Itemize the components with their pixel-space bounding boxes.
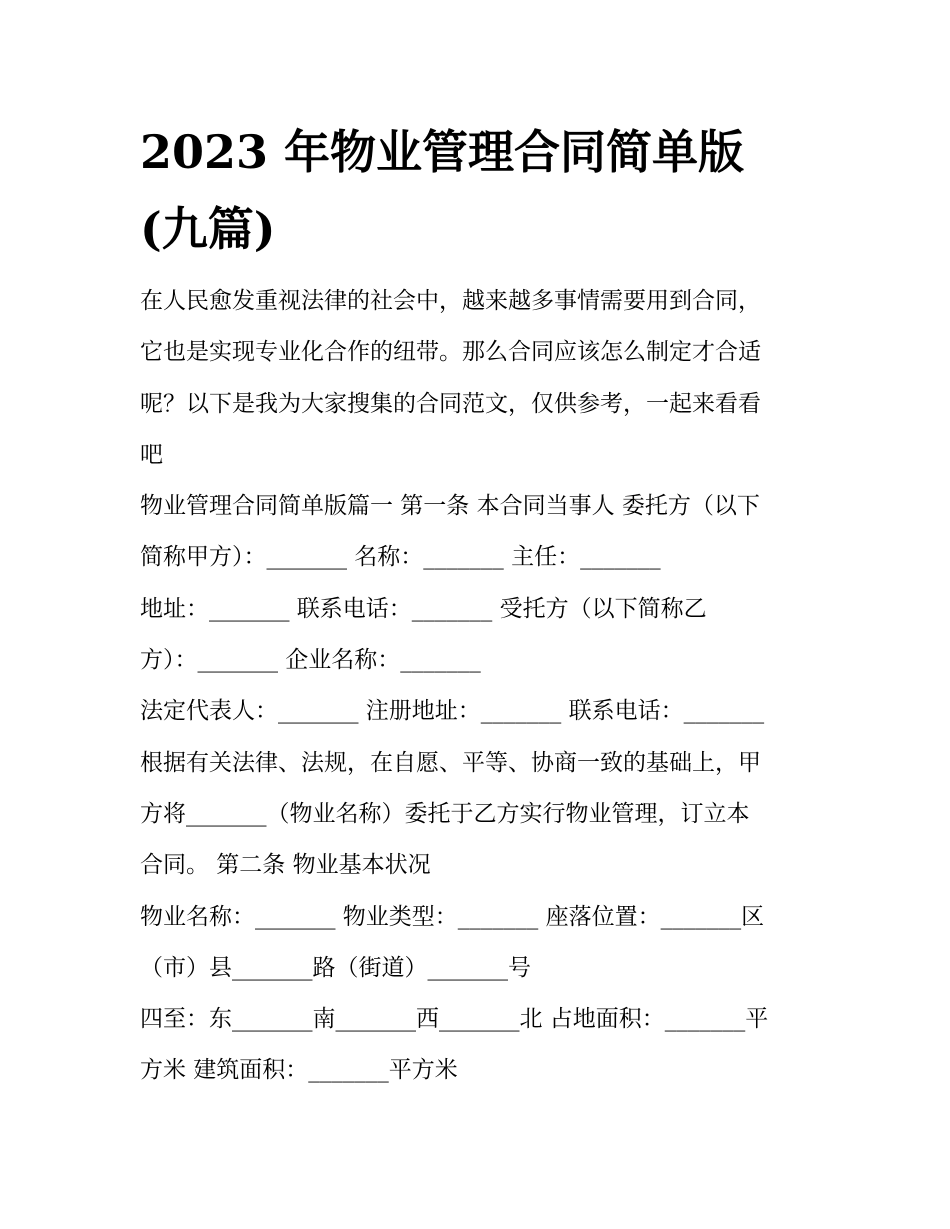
contract-line: 方）：_______ 企业名称：_______: [140, 647, 481, 674]
document-title: [140, 114, 820, 268]
contract-line: 法定代表人：_______ 注册地址：_______ 联系电话：_______: [140, 698, 765, 725]
document-body: [140, 276, 815, 1097]
intro-line: 呢？以下是我为大家搜集的合同范文，仅供参考，一起来看看: [140, 390, 761, 417]
contract-line: 地址：_______ 联系电话：_______ 受托方（以下简称乙: [140, 595, 707, 622]
contract-line: 简称甲方）：_______ 名称：_______ 主任：_______: [140, 544, 661, 571]
contract-line: 物业名称：_______ 物业类型：_______ 座落位置：_______区: [140, 903, 765, 930]
contract-line: 合同。 第二条 物业基本状况: [140, 852, 431, 879]
intro-line: 它也是实现专业化合作的纽带。那么合同应该怎么制定才合适: [140, 339, 761, 366]
contract-line: 根据有关法律、法规，在自愿、平等、协商一致的基础上，甲: [140, 749, 761, 776]
contract-line: 方将_______（物业名称）委托于乙方实行物业管理，订立本: [140, 800, 750, 827]
title-line-1: 2023 年物业管理合同简单版: [140, 125, 745, 179]
contract-line: 物业管理合同简单版篇一 第一条 本合同当事人 委托方（以下: [140, 493, 760, 520]
contract-line: （市）县_______路（街道）_______号: [140, 954, 531, 981]
title-line-2: (九篇): [140, 202, 276, 256]
contract-line: 四至：东_______南_______西_______北 占地面积：_______平: [140, 1006, 769, 1033]
intro-line: 吧: [140, 441, 163, 468]
contract-line: 方米 建筑面积：_______平方米: [140, 1057, 458, 1084]
intro-line: 在人民愈发重视法律的社会中，越来越多事情需要用到合同，: [140, 288, 761, 314]
